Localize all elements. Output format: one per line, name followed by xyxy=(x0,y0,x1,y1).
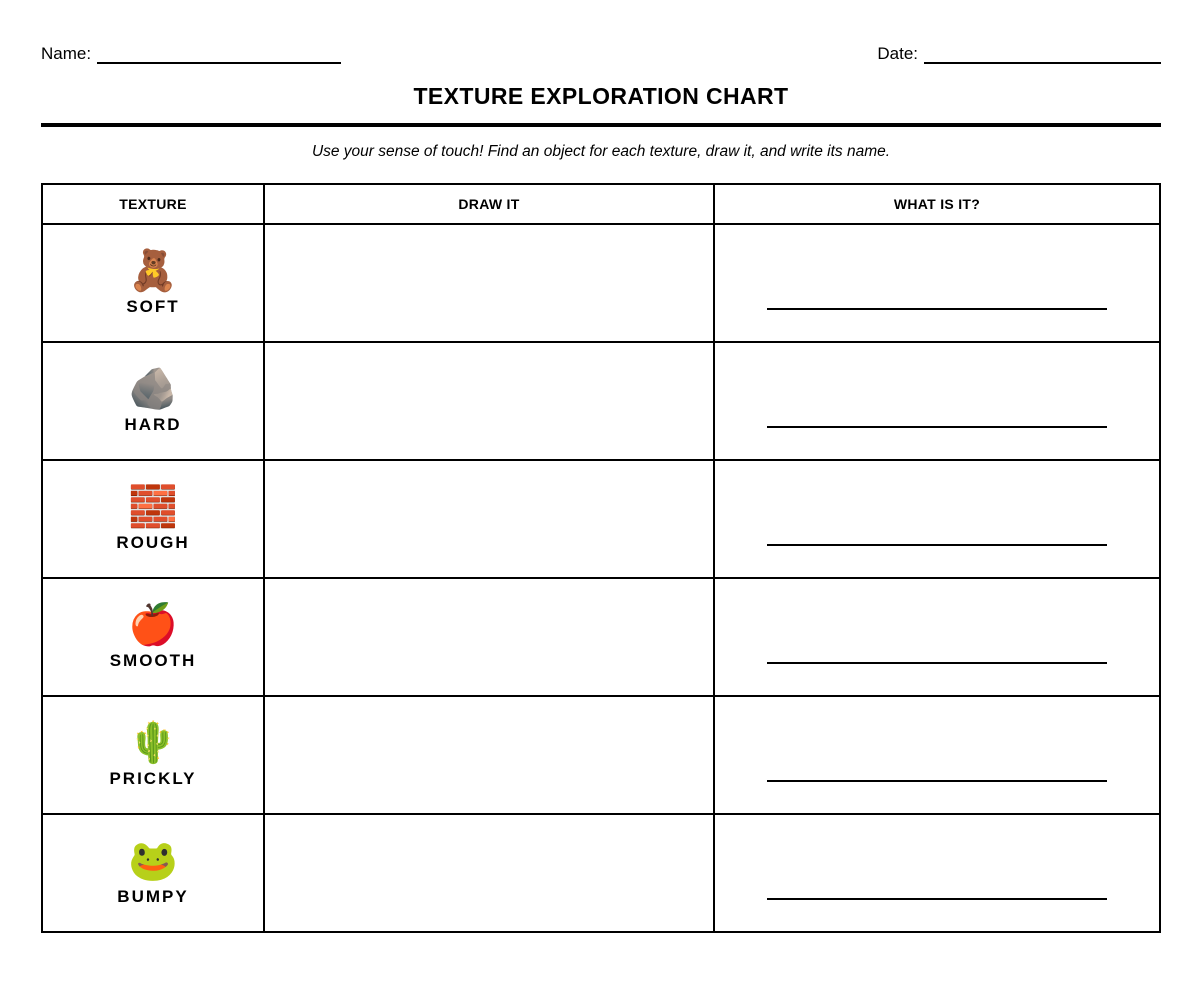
column-header-what-is-it: WHAT IS IT? xyxy=(714,184,1160,224)
rock-icon: 🪨 xyxy=(128,366,178,412)
cactus-icon: 🌵 xyxy=(128,720,178,766)
texture-label: PRICKLY xyxy=(109,769,197,788)
what-is-it-cell[interactable] xyxy=(714,578,1160,696)
what-is-it-cell[interactable] xyxy=(714,696,1160,814)
draw-it-cell[interactable] xyxy=(264,342,714,460)
name-field-group xyxy=(41,44,341,64)
texture-label: ROUGH xyxy=(116,533,190,552)
answer-write-line[interactable] xyxy=(767,544,1107,546)
texture-cell xyxy=(42,578,264,696)
table-body xyxy=(42,224,1160,932)
texture-label: SMOOTH xyxy=(109,651,197,670)
date-field-group xyxy=(877,44,1161,64)
teddy-bear-icon: 🧸 xyxy=(128,248,178,294)
table-header-row xyxy=(42,184,1160,224)
table-row xyxy=(42,460,1160,578)
table-row xyxy=(42,696,1160,814)
draw-it-cell[interactable] xyxy=(264,814,714,932)
texture-label: SOFT xyxy=(126,297,180,316)
what-is-it-cell[interactable] xyxy=(714,460,1160,578)
texture-cell xyxy=(42,814,264,932)
column-header-texture: TEXTURE xyxy=(42,184,264,224)
frog-icon: 🐸 xyxy=(128,838,178,884)
texture-cell xyxy=(42,342,264,460)
what-is-it-cell[interactable] xyxy=(714,814,1160,932)
answer-write-line[interactable] xyxy=(767,898,1107,900)
texture-label: BUMPY xyxy=(117,887,189,906)
texture-chart-table xyxy=(41,183,1161,933)
what-is-it-cell[interactable] xyxy=(714,224,1160,342)
table-header xyxy=(42,184,1160,224)
apple-icon: 🍎 xyxy=(128,602,178,648)
draw-it-cell[interactable] xyxy=(264,696,714,814)
student-info-row xyxy=(41,36,1161,64)
table-row xyxy=(42,578,1160,696)
texture-cell xyxy=(42,224,264,342)
answer-write-line[interactable] xyxy=(767,780,1107,782)
table-row xyxy=(42,224,1160,342)
column-header-draw-it: DRAW IT xyxy=(264,184,714,224)
table-row xyxy=(42,342,1160,460)
texture-cell xyxy=(42,696,264,814)
brick-icon: 🧱 xyxy=(128,484,178,530)
date-write-line[interactable] xyxy=(924,45,1161,64)
draw-it-cell[interactable] xyxy=(264,578,714,696)
answer-write-line[interactable] xyxy=(767,426,1107,428)
date-label: Date: xyxy=(877,44,918,63)
texture-cell xyxy=(42,460,264,578)
name-label: Name: xyxy=(41,44,92,63)
title-divider xyxy=(41,123,1161,127)
name-write-line[interactable] xyxy=(97,45,341,64)
instructions-text: Use your sense of touch! Find an object for each texture, draw it, and write its name. xyxy=(311,143,891,160)
draw-it-cell[interactable] xyxy=(264,460,714,578)
page-title: TEXTURE EXPLORATION CHART xyxy=(413,83,789,109)
texture-label: HARD xyxy=(124,415,182,434)
what-is-it-cell[interactable] xyxy=(714,342,1160,460)
answer-write-line[interactable] xyxy=(767,662,1107,664)
table-row xyxy=(42,814,1160,932)
answer-write-line[interactable] xyxy=(767,308,1107,310)
draw-it-cell[interactable] xyxy=(264,224,714,342)
